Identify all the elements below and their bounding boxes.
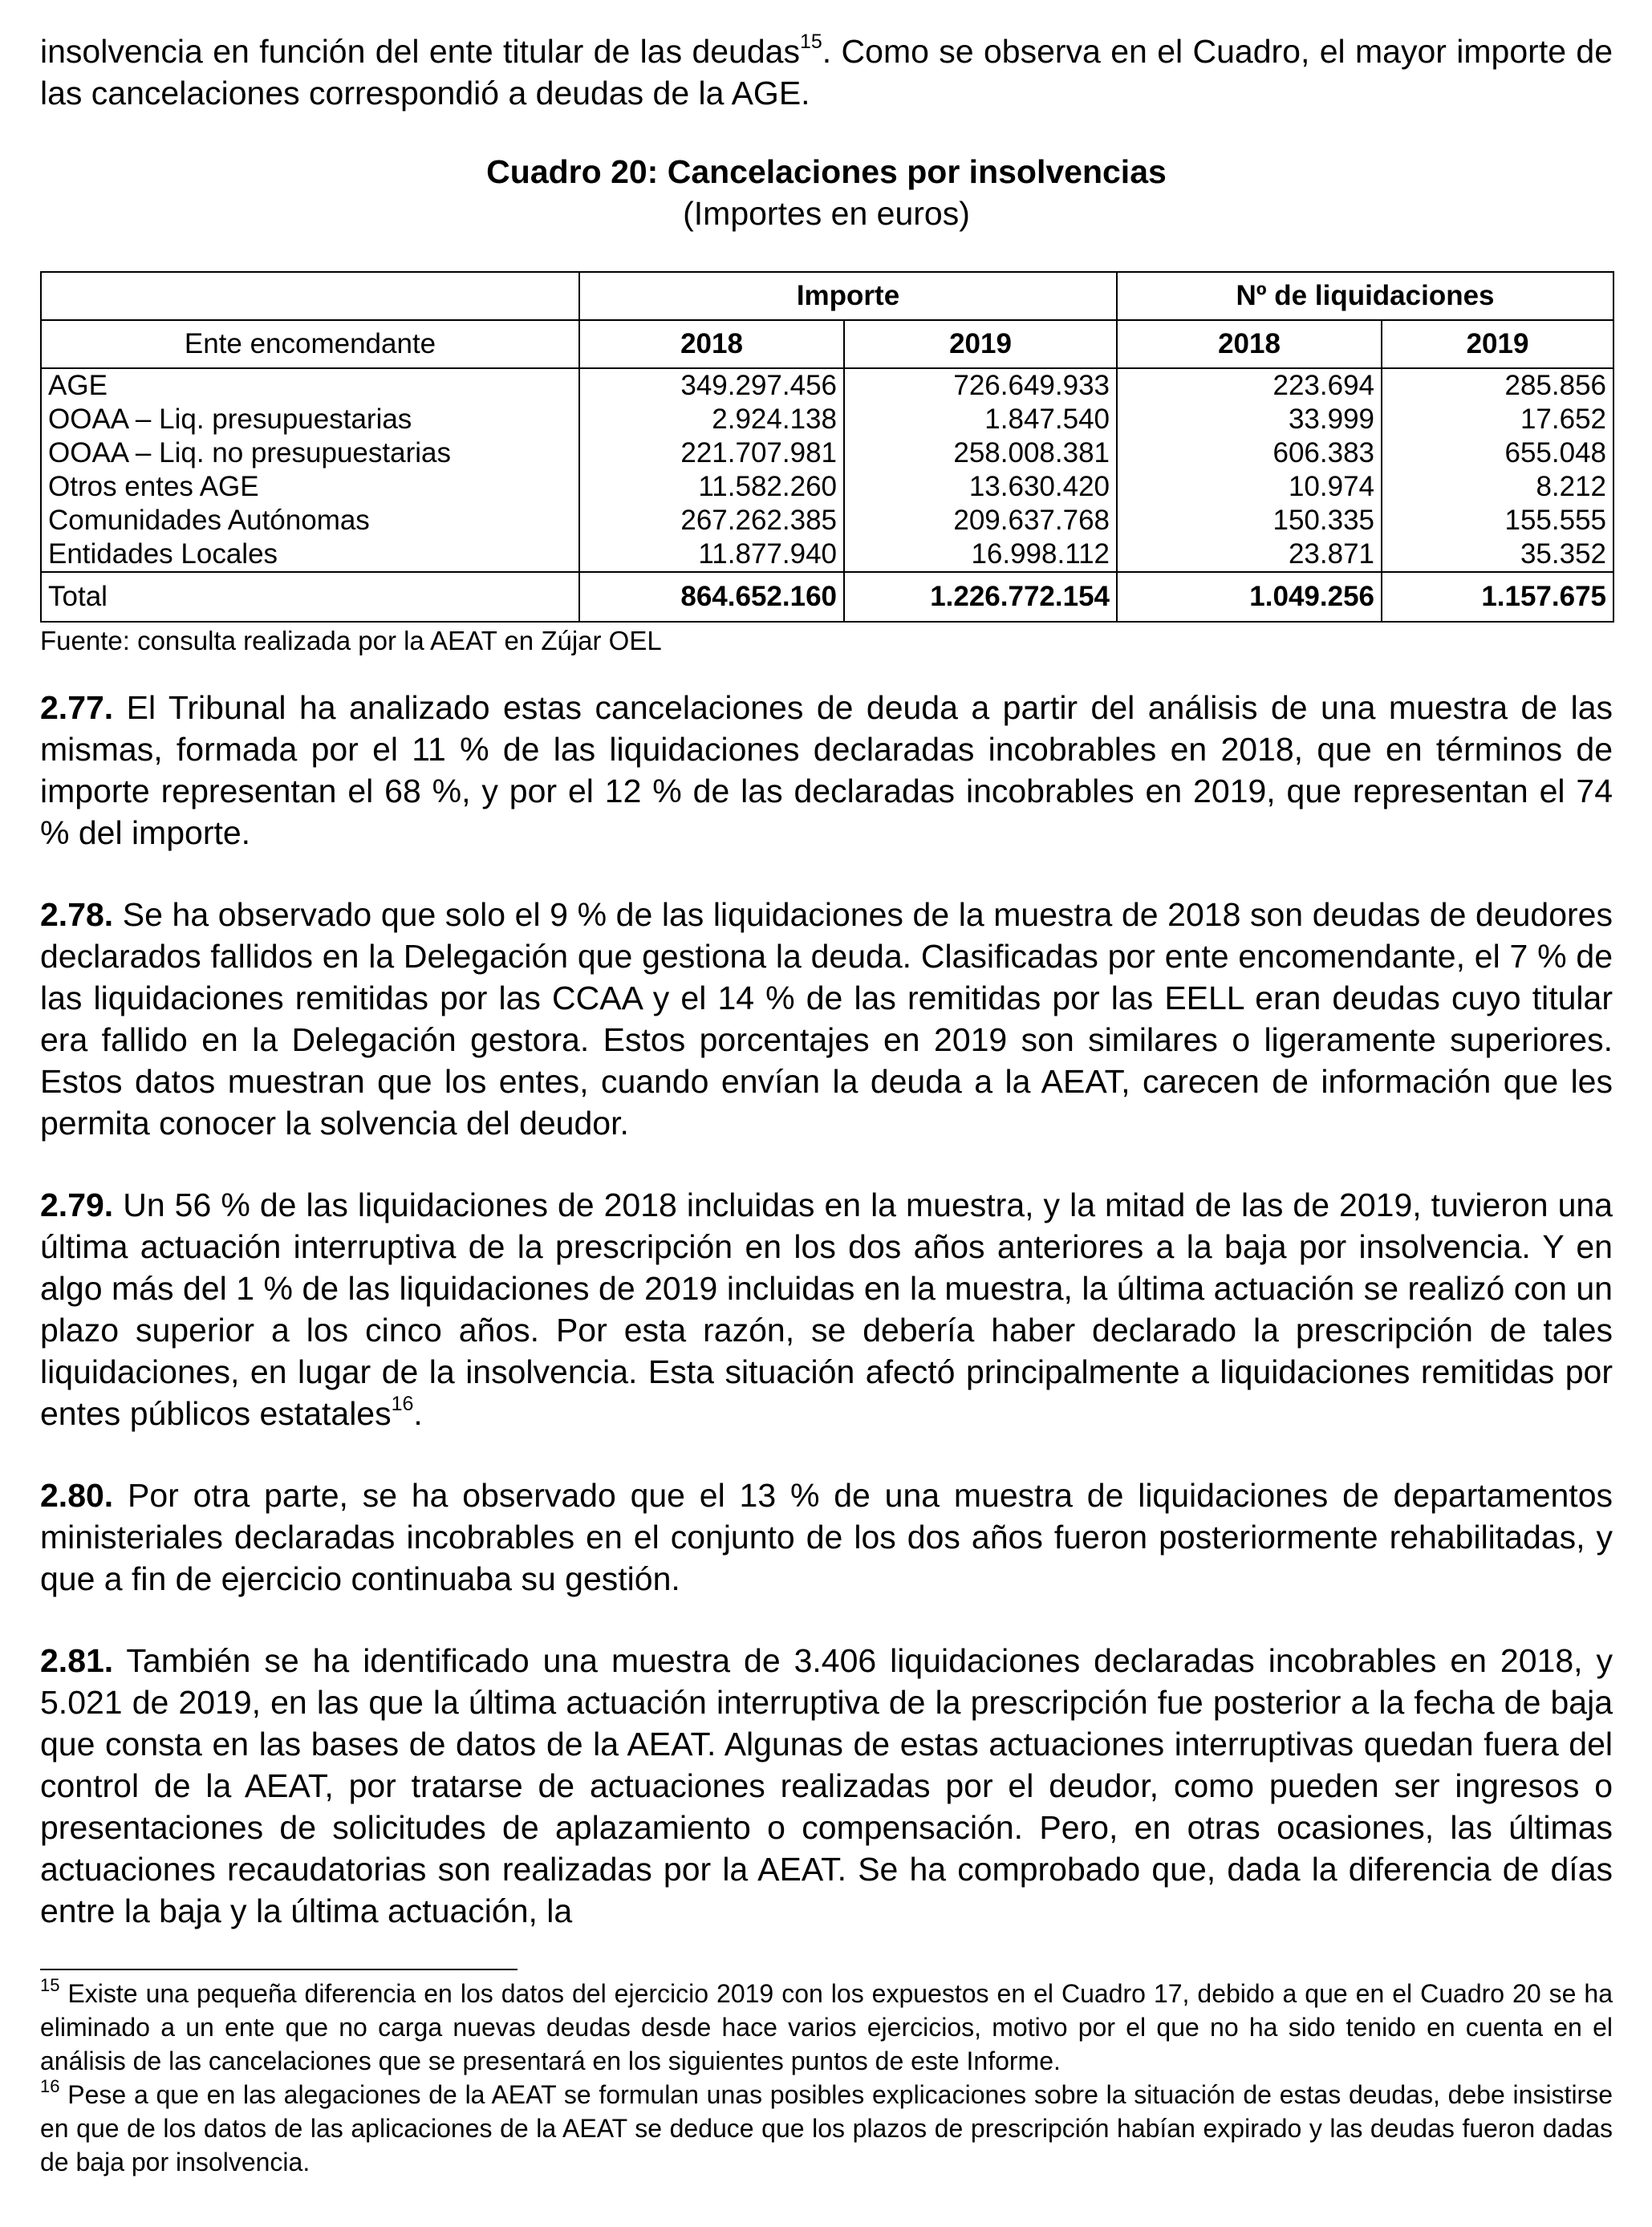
header-year: 2018 xyxy=(1117,320,1382,368)
paragraph-2-77 xyxy=(40,687,1613,854)
cell-value: 1.847.540 xyxy=(844,403,1117,436)
intro-paragraph xyxy=(40,30,1613,114)
paragraph-text: El Tribunal ha analizado estas cancelaciones de deuda a partir del análisis de una muestra de las mismas, formada por el 11 % de las liquidaciones declaradas incobrables en 2018, que en términos de importe representan el 68 %, y por el 12 % de las declaradas incobrables en 2019, que representan el 74 % del importe. xyxy=(40,689,1613,851)
cell-value: 10.974 xyxy=(1117,470,1382,504)
cell-value: 349.297.456 xyxy=(579,368,844,403)
footnote-ref-16: 16 xyxy=(391,1393,414,1415)
header-importe: Importe xyxy=(579,272,1117,320)
header-year: 2019 xyxy=(1382,320,1613,368)
cell-value: 285.856 xyxy=(1382,368,1613,403)
cell-value: 258.008.381 xyxy=(844,436,1117,470)
footnote-16 xyxy=(40,2078,1613,2179)
header-liquidaciones: Nº de liquidaciones xyxy=(1117,272,1613,320)
footnote-separator xyxy=(40,1969,518,1970)
table-row xyxy=(41,537,1613,572)
row-label: Comunidades Autónomas xyxy=(41,504,579,537)
footnote-ref-15: 15 xyxy=(799,30,822,53)
footnote-number: 16 xyxy=(40,2076,60,2096)
row-label: AGE xyxy=(41,368,579,403)
paragraph-2-80 xyxy=(40,1475,1613,1600)
paragraph-number: 2.78. xyxy=(40,896,114,933)
total-value: 1.049.256 xyxy=(1117,572,1382,622)
footnote-text: Pese a que en las alegaciones de la AEAT se formulan unas posibles explicaciones sobre la situación de estas deudas, debe insistirse en que de los datos de las aplicaciones de la AEAT se deduce que los plazos de prescripción habían expirado y las deudas fueron dadas de baja por insolvencia. xyxy=(40,2080,1613,2176)
paragraph-2-78 xyxy=(40,894,1613,1144)
cell-value: 726.649.933 xyxy=(844,368,1117,403)
table-row xyxy=(41,403,1613,436)
table-title: Cuadro 20: Cancelaciones por insolvencias xyxy=(486,153,1167,190)
cell-value: 35.352 xyxy=(1382,537,1613,572)
table-row xyxy=(41,436,1613,470)
header-year: 2019 xyxy=(844,320,1117,368)
cell-value: 150.335 xyxy=(1117,504,1382,537)
cell-value: 606.383 xyxy=(1117,436,1382,470)
row-label: Otros entes AGE xyxy=(41,470,579,504)
cell-value: 267.262.385 xyxy=(579,504,844,537)
cell-value: 33.999 xyxy=(1117,403,1382,436)
table-row xyxy=(41,470,1613,504)
footnote-text: Existe una pequeña diferencia en los datos del ejercicio 2019 con los expuestos en el Cuadro 17, debido a que en el Cuadro 20 se ha eliminado a un ente que no carga nuevas deudas desde hace varios ejercicios, motivo por el que no ha sido tenido en cuenta en el análisis de las cancelaciones que se presentará en los siguientes puntos de este Informe. xyxy=(40,1979,1613,2075)
row-label: OOAA – Liq. no presupuestarias xyxy=(41,436,579,470)
cell-value: 655.048 xyxy=(1382,436,1613,470)
paragraph-text: Un 56 % de las liquidaciones de 2018 incluidas en la muestra, y la mitad de las de 2019, tuvieron una última actuación interruptiva de la prescripción en los dos años anteriores a la baja por insolvencia. Y en algo más del 1 % de las liquidaciones de 2019 incluidas en la muestra, la última actuación se realizó con un plazo superior a los cinco años. Por esta razón, se debería haber declarado la prescripción de tales liquidaciones, en lugar de la insolvencia. Esta situación afectó principalmente a liquidaciones remitidas por entes públicos estatales xyxy=(40,1187,1613,1432)
cell-value: 223.694 xyxy=(1117,368,1382,403)
footnote-15 xyxy=(40,1977,1613,2078)
cell-value: 23.871 xyxy=(1117,537,1382,572)
cancellations-table xyxy=(40,271,1614,623)
header-ente: Ente encomendante xyxy=(41,320,579,368)
cell-value: 17.652 xyxy=(1382,403,1613,436)
cell-value: 209.637.768 xyxy=(844,504,1117,537)
total-label: Total xyxy=(41,572,579,622)
cell-value: 16.998.112 xyxy=(844,537,1117,572)
paragraph-2-79 xyxy=(40,1184,1613,1434)
table-row xyxy=(41,504,1613,537)
header-empty-cell xyxy=(41,272,579,320)
paragraph-text: Por otra parte, se ha observado que el 13 % de una muestra de liquidaciones de departamentos ministeriales declaradas incobrables en el conjunto de los dos años fueron posteriormente rehabilitadas, y que a fin de ejercicio continuaba su gestión. xyxy=(40,1477,1613,1597)
paragraph-tail: . xyxy=(413,1395,423,1432)
header-year: 2018 xyxy=(579,320,844,368)
paragraph-number: 2.81. xyxy=(40,1642,114,1679)
paragraph-number: 2.79. xyxy=(40,1187,114,1223)
paragraph-text: También se ha identificado una muestra de 3.406 liquidaciones declaradas incobrables en 2018, y 5.021 de 2019, en las que la última actuación interruptiva de la prescripción fue posterior a la fecha de baja que consta en las bases de datos de la AEAT. Algunas de estas actuaciones interruptivas quedan fuera del control de la AEAT, por tratarse de actuaciones realizadas por el deudor, como pueden ser ingresos o presentaciones de solicitudes de aplazamiento o compensación. Pero, en otras ocasiones, las últimas actuaciones recaudatorias son realizadas por la AEAT. Se ha comprobado que, dada la diferencia de días entre la baja y la última actuación, la xyxy=(40,1642,1613,1929)
cell-value: 13.630.420 xyxy=(844,470,1117,504)
paragraph-number: 2.77. xyxy=(40,689,114,726)
table-row xyxy=(41,368,1613,403)
intro-text-cont: . Como se observa en el Cuadro, el mayor importe de las cancelaciones correspondió a deudas de la AGE. xyxy=(40,33,1613,112)
total-value: 864.652.160 xyxy=(579,572,844,622)
document-page xyxy=(40,30,1613,2179)
row-label: Entidades Locales xyxy=(41,537,579,572)
cell-value: 155.555 xyxy=(1382,504,1613,537)
row-label: OOAA – Liq. presupuestarias xyxy=(41,403,579,436)
cell-value: 11.582.260 xyxy=(579,470,844,504)
cell-value: 8.212 xyxy=(1382,470,1613,504)
paragraph-text: Se ha observado que solo el 9 % de las liquidaciones de la muestra de 2018 son deudas de deudores declarados fallidos en la Delegación que gestiona la deuda. Clasificadas por ente encomendante, el 7 % de las liquidaciones remitidas por las CCAA y el 14 % de las remitidas por las EELL eran deudas cuyo titular era fallido en la Delegación gestora. Estos porcentajes en 2019 son similares o ligeramente superiores. Estos datos muestran que los entes, cuando envían la deuda a la AEAT, carecen de información que les permita conocer la solvencia del deudor. xyxy=(40,896,1613,1142)
total-row xyxy=(41,572,1613,622)
cell-value: 221.707.981 xyxy=(579,436,844,470)
total-value: 1.226.772.154 xyxy=(844,572,1117,622)
footnote-number: 15 xyxy=(40,1975,60,1995)
cell-value: 11.877.940 xyxy=(579,537,844,572)
paragraph-number: 2.80. xyxy=(40,1477,114,1514)
intro-text: insolvencia en función del ente titular de las deudas xyxy=(40,33,800,70)
table-source: Fuente: consulta realizada por la AEAT en Zújar OEL xyxy=(40,626,662,655)
table-subtitle: (Importes en euros) xyxy=(683,195,970,232)
cell-value: 2.924.138 xyxy=(579,403,844,436)
total-value: 1.157.675 xyxy=(1382,572,1613,622)
paragraph-2-81 xyxy=(40,1640,1613,1932)
